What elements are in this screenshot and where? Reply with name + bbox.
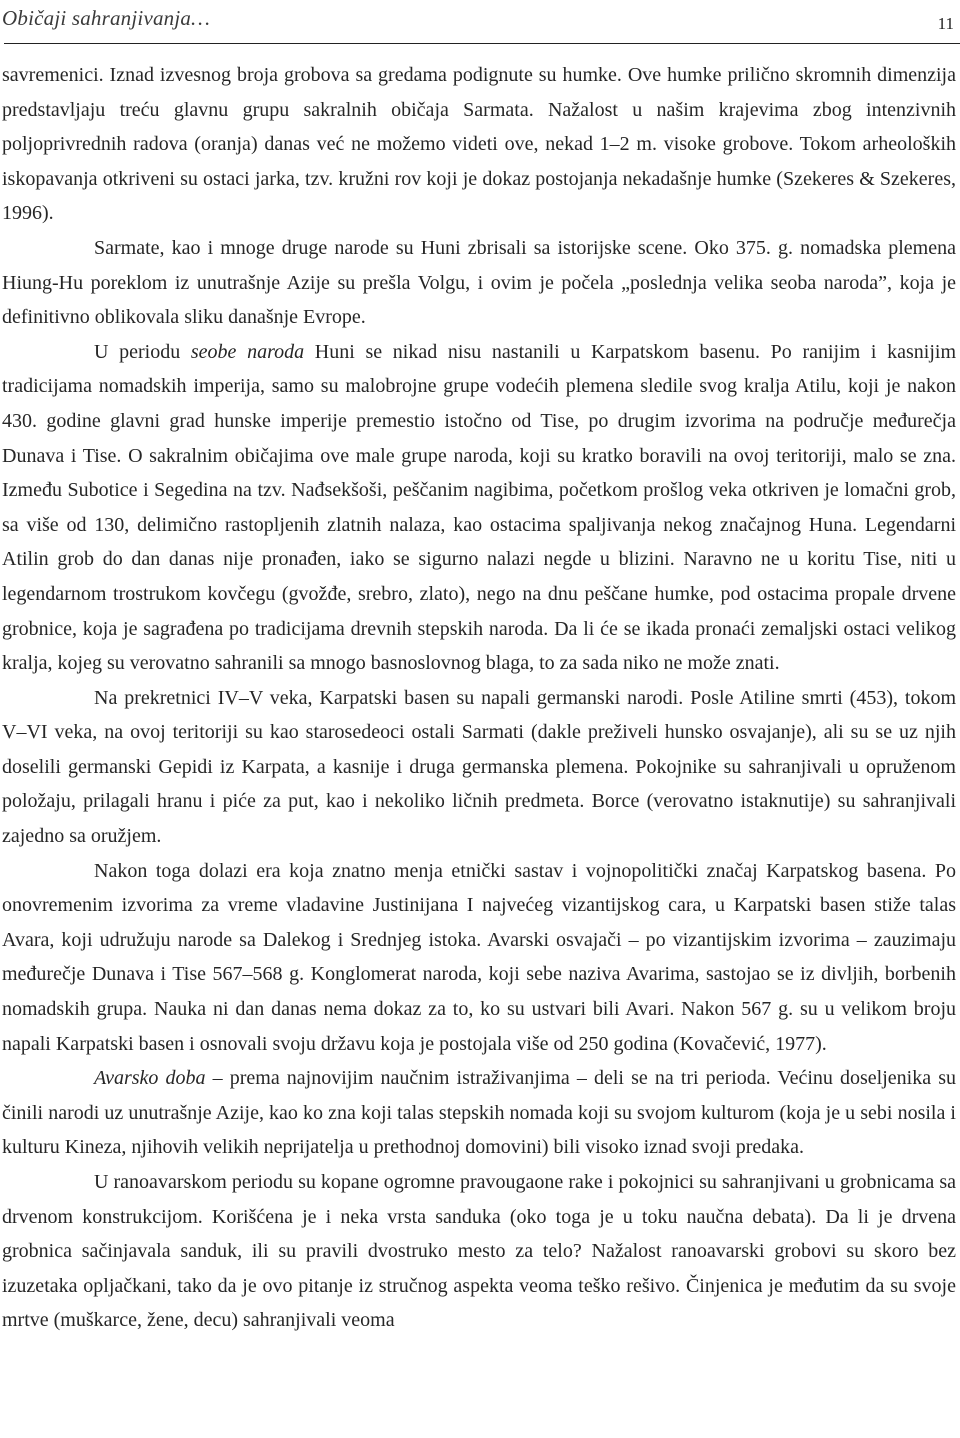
page-number: 11 <box>937 14 954 33</box>
paragraph-3-emphasis: seobe naroda <box>190 340 305 363</box>
header-divider <box>4 43 960 44</box>
running-title: Običaji sahranjivanja… <box>2 6 210 30</box>
paragraph-2: Sarmate, kao i mnoge druge narode su Huni zbrisali sa istorijske scene. Oko 375. g. nomadska plemena Hiung-Hu poreklom iz unutrašnje Azije su prešla Volgu, i ovim je počela „poslednja velika seoba naroda”, koja je definitivno oblikovala sliku današnje Evrope. <box>2 236 956 329</box>
body-text <box>2 58 956 1338</box>
paragraph-6-emphasis: Avarsko doba <box>94 1067 206 1090</box>
paragraph-6-rest: – prema najnovijim naučnim istraživanjima – deli se na tri perioda. Većinu doseljenika su činili narodi uz unutrašnje Azije, kao ko zna koji talas stepskih nomada koji su svojom kulturom (koja je u sebi nosila i kulturu Kineza, njihovih velikih neprijatelja u prethodnoj domovini) bili visoko iznad svoji predaka. <box>2 1067 956 1159</box>
paragraph-3-lead: U periodu <box>94 340 191 363</box>
paragraph-3-rest: Huni se nikad nisu nastanili u Karpatskom basenu. Po ranijim i kasnijim tradicijama nomadskih imperija, samo su malobrojne grupe vodećih plemena sledile svog kralja Atilu, koji je nakon 430. godine glavni grad hunske imperije premestio istočno od Tise, po drugim izvorima na područje međurečja Dunava i Tise. O sakralnim običajima ove male grupe naroda, koji su kratko boravili na ovoj teritoriji, malo se zna. Između Subotice i Segedina na tzv. Nađsekšoši, peščanim nagibima, početkom prošlog veka otkriven je lomačni grob, sa više od 130, delimično rastopljenih zlatnih nalaza, kao ostacima spaljivanja nekog značajnog Huna. Legendarni Atilin grob do dan danas nije pronađen, iako se sigurno nalazi negde u blizini. Naravno ne u koritu Tise, niti u legendarnom trostrukom kovčegu (gvožđe, srebro, zlato), nego na dnu peščane humke, pod ostacima propale drvene grobnice, koja je sagrađena po tradicijama drevnih stepskih naroda. Da li će se ikada pronaći zemaljski ostaci velikog kralja, kojeg su verovatno sahranili sa mnogo basnoslovnog blaga, to za sada niko ne može znati. <box>2 340 956 675</box>
paragraph-4: Na prekretnici IV–V veka, Karpatski basen su napali germanski narodi. Posle Atiline smrti (453), tokom V–VI veka, na ovoj teritoriji su kao starosedeoci ostali Sarmati (dakle preživeli hunsko osvajanje), ali su se uz njih doselili germanski Gepidi iz Karpata, a kasnije i druga germanska plemena. Pokojnike su sahranjivali u opruženom položaju, prilagali hranu i piće za put, kao i nekoliko ličnih predmeta. Borce (verovatno istaknutije) su sahranjivali zajedno sa oružjem. <box>2 686 956 848</box>
running-header <box>2 6 958 36</box>
paragraph-7: U ranoavarskom periodu su kopane ogromne pravougaone rake i pokojnici su sahranjivani u grobnicama sa drvenom konstrukcijom. Korišćena je i neka vrsta sanduka (oko toga je u toku naučna debata). Da li je drvena grobnica sačinjavala sanduk, ili su pravili dvostruko mesto za telo? Nažalost ranoavarski grobovi su skoro bez izuzetaka opljačkani, tako da je ovo pitanje iz stručnog aspekta veoma teško rešivo. Činjenica je međutim da su svoje mrtve (muškarce, žene, decu) sahranjivali veoma <box>2 1171 956 1332</box>
paragraph-1: savremenici. Iznad izvesnog broja grobova sa gredama podignute su humke. Ove humke prilično skromnih dimenzija predstavljaju treću glavnu grupu sakralnih običaja Sarmata. Nažalost u našim krajevima zbog intenzivnih poljoprivrednih radova (oranja) danas već ne možemo videti ove, nekad 1–2 m. visoke grobove. Tokom arheoloških iskopavanja otkriveni su ostaci jarka, tzv. kružni rov koji je dokaz postojanja nekadašnje humke (Szekeres & Szekeres, 1996). <box>2 64 956 225</box>
paragraph-3 <box>2 335 956 681</box>
paragraph-6 <box>2 1061 956 1165</box>
paragraph-5: Nakon toga dolazi era koja znatno menja etnički sastav i vojnopolitički značaj Karpatskog basena. Po onovremenim izvorima za vreme vladavine Justinijana I najvećeg vizantijskog cara, u Karpatski basen stiže talas Avara, koji udružuju narode sa Dalekog i Srednjeg istoka. Avarski osvajači – po vizantijskim izvorima – zauzimaju međurečje Dunava i Tise 567–568 g. Konglomerat naroda, koji sebe naziva Avarima, sastojao se iz divljih, borbenih nomadskih grupa. Nauka ni dan danas nema dokaz za to, ko su ustvari bili Avari. Nakon 567 g. su u velikom broju napali Karpatski basen i osnovali svoju državu koja je postojala više od 250 godina (Kovačević, 1977). <box>2 859 956 1055</box>
